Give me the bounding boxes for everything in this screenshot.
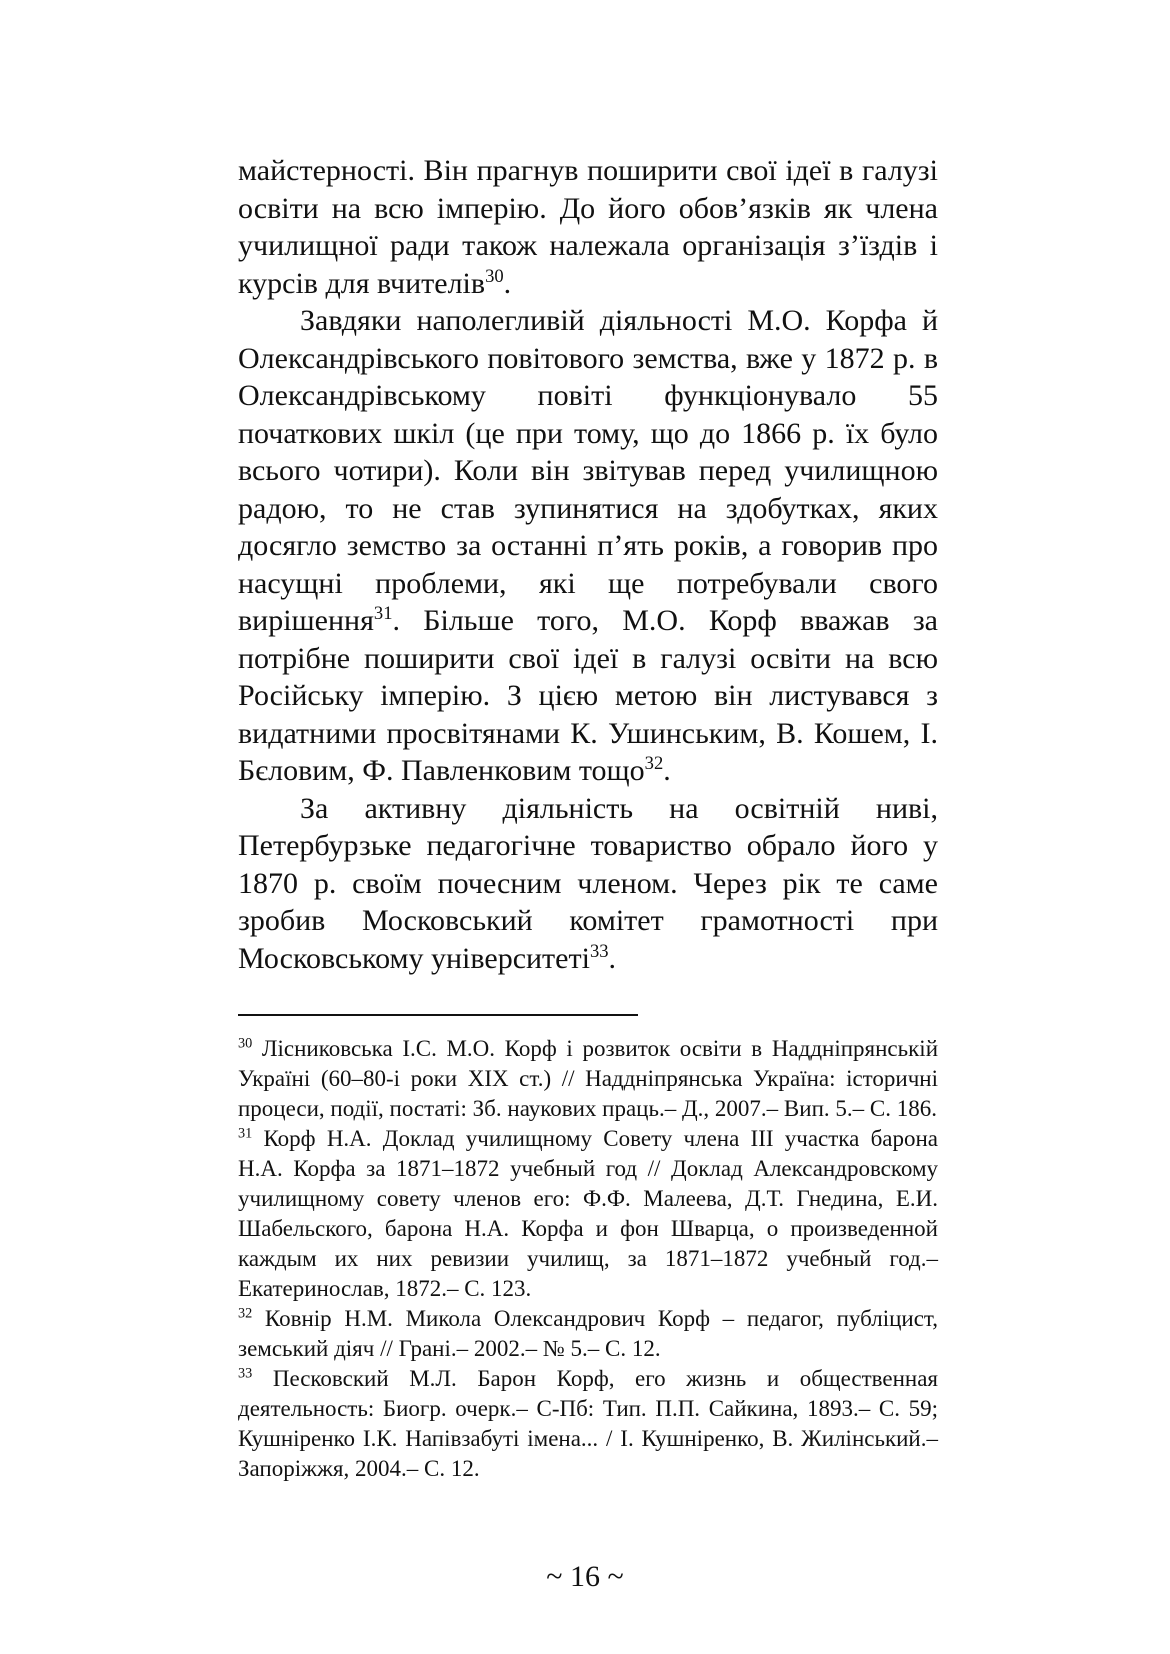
- footnote-30: [238, 1034, 938, 1124]
- footnote-number: 33: [238, 1365, 253, 1382]
- footnote-ref-31: 31: [373, 603, 393, 624]
- paragraph-2-text-a: Завдяки наполегливій діяльності М.О. Корфа й Олександрівського повітового земства, вже у 1872 р. в Олександрівському повіті функціонувало 55 початкових шкіл (це при тому, що до 1866 р. їх було всього чотири). Коли він звітував перед училищною радою, то не став зупинятися на здобутках, яких досягло земство за останні п’ять років, а говорив про насущні проблеми, які ще потребували свого вирішення: [238, 304, 938, 637]
- paragraph-1-text: майстерності. Він прагнув поширити свої ідеї в галузі освіти на всю імперію. До його обов’язків як члена училищної ради також належала організація з’їздів і курсів для вчителів: [238, 154, 938, 300]
- page-number: ~ 16 ~: [546, 1560, 624, 1593]
- footnotes: [238, 1034, 938, 1484]
- footnote-text: Корф Н.А. Доклад училищному Совету члена ІІІ участка барона Н.А. Корфа за 1871–1872 учебный год // Доклад Александровскому училищному совету членов его: Ф.Ф. Малеева, Д.Т. Гнедина, Е.И. Шабельского, барона Н.А. Корфа и фон Шварца, о произведенной каждым их них ревизии училищ, за 1871–1872 учебный год.– Екатеринослав, 1872.– С. 123.: [238, 1126, 938, 1301]
- footnote-number: 32: [238, 1305, 253, 1322]
- paragraph-3-text: За активну діяльність на освітній ниві, Петербурзьке педагогічне товариство обрало його у 1870 р. своїм почесним членом. Через рік те саме зробив Московський комітет грамотності при Московському університеті: [238, 791, 938, 975]
- footnote-ref-30: 30: [485, 265, 504, 287]
- paragraph-2-text-b: . Більше того, М.О. Корф вважав за потрібне поширити свої ідеї в галузі освіти на всю Російську імперію. З цією метою він листувався з видатними просвітянами К. Ушинським, В. Кошем, І. Бєловим, Ф. Павленковим тощо: [238, 604, 938, 787]
- footnote-text: Песковский М.Л. Барон Корф, его жизнь и общественная деятельность: Биогр. очерк.– С-Пб: Тип. П.П. Сайкина, 1893.– С. 59; Кушніренко І.К. Напівзабуті імена... / І. Кушніренко, В. Жилінський.– Запоріжжя, 2004.– С. 12.: [238, 1366, 938, 1481]
- footnote-ref-33: 33: [589, 940, 609, 962]
- footnote-32: [238, 1304, 938, 1364]
- footnote-number: 30: [238, 1035, 253, 1052]
- footnote-ref-32: 32: [644, 753, 664, 774]
- footnote-number: 31: [238, 1125, 253, 1142]
- paragraph-2: Завдяки наполегливій діяльності М.О. Корфа й Олександрівського повітового земства, вже у 1872 р. в Олександрівському повіті функціонувало 55 початкових шкіл (це при тому, що до 1866 р. їх було всього чотири). Коли він звітував перед училищною радою, то не став зупинятися на здобутках, яких досягло земство за останні п’ять років, а говорив про насущні проблеми, які ще потребували свого вирішення$^{31}$. Більше того, М.О. Корф вважав за потрібне поширити свої ідеї в галузі освіти на всю Російську імперію. З цією метою він листувався з видатними просвітянами К. Ушинським, В. Кошем, І. Бєловим, Ф. Павленковим тощо$^{32}$.: [238, 304, 938, 787]
- footnote-text: Лісниковська І.С. М.О. Корф і розвиток освіти в Наддніпрянській Україні (60–80-і роки ХІХ ст.) // Наддніпрянська Україна: історичні процеси, події, постаті: Зб. наукових праць.– Д., 2007.– Вип. 5.– С. 186.: [238, 1036, 939, 1121]
- footnote-33: [238, 1364, 938, 1484]
- footnote-text: Ковнір Н.М. Микола Олександрович Корф – педагог, публіцист, земський діяч // Грані.– 2002.– № 5.– С. 12.: [238, 1306, 938, 1361]
- main-text: [238, 152, 938, 977]
- footnote-separator: [238, 1014, 638, 1016]
- paragraph-1: майстерності. Він прагнув поширити свої ідеї в галузі освіти на всю імперію. До його обов’язків як члена училищної ради також належала організація з’їздів і курсів для вчителів$^{30}$.: [238, 154, 938, 300]
- paragraph-3: За активну діяльність на освітній ниві, Петербурзьке педагогічне товариство обрало його у 1870 р. своїм почесним членом. Через рік те саме зробив Московський комітет грамотності при Московському університеті$^{33}$.: [238, 791, 938, 975]
- footnote-31: [238, 1124, 938, 1304]
